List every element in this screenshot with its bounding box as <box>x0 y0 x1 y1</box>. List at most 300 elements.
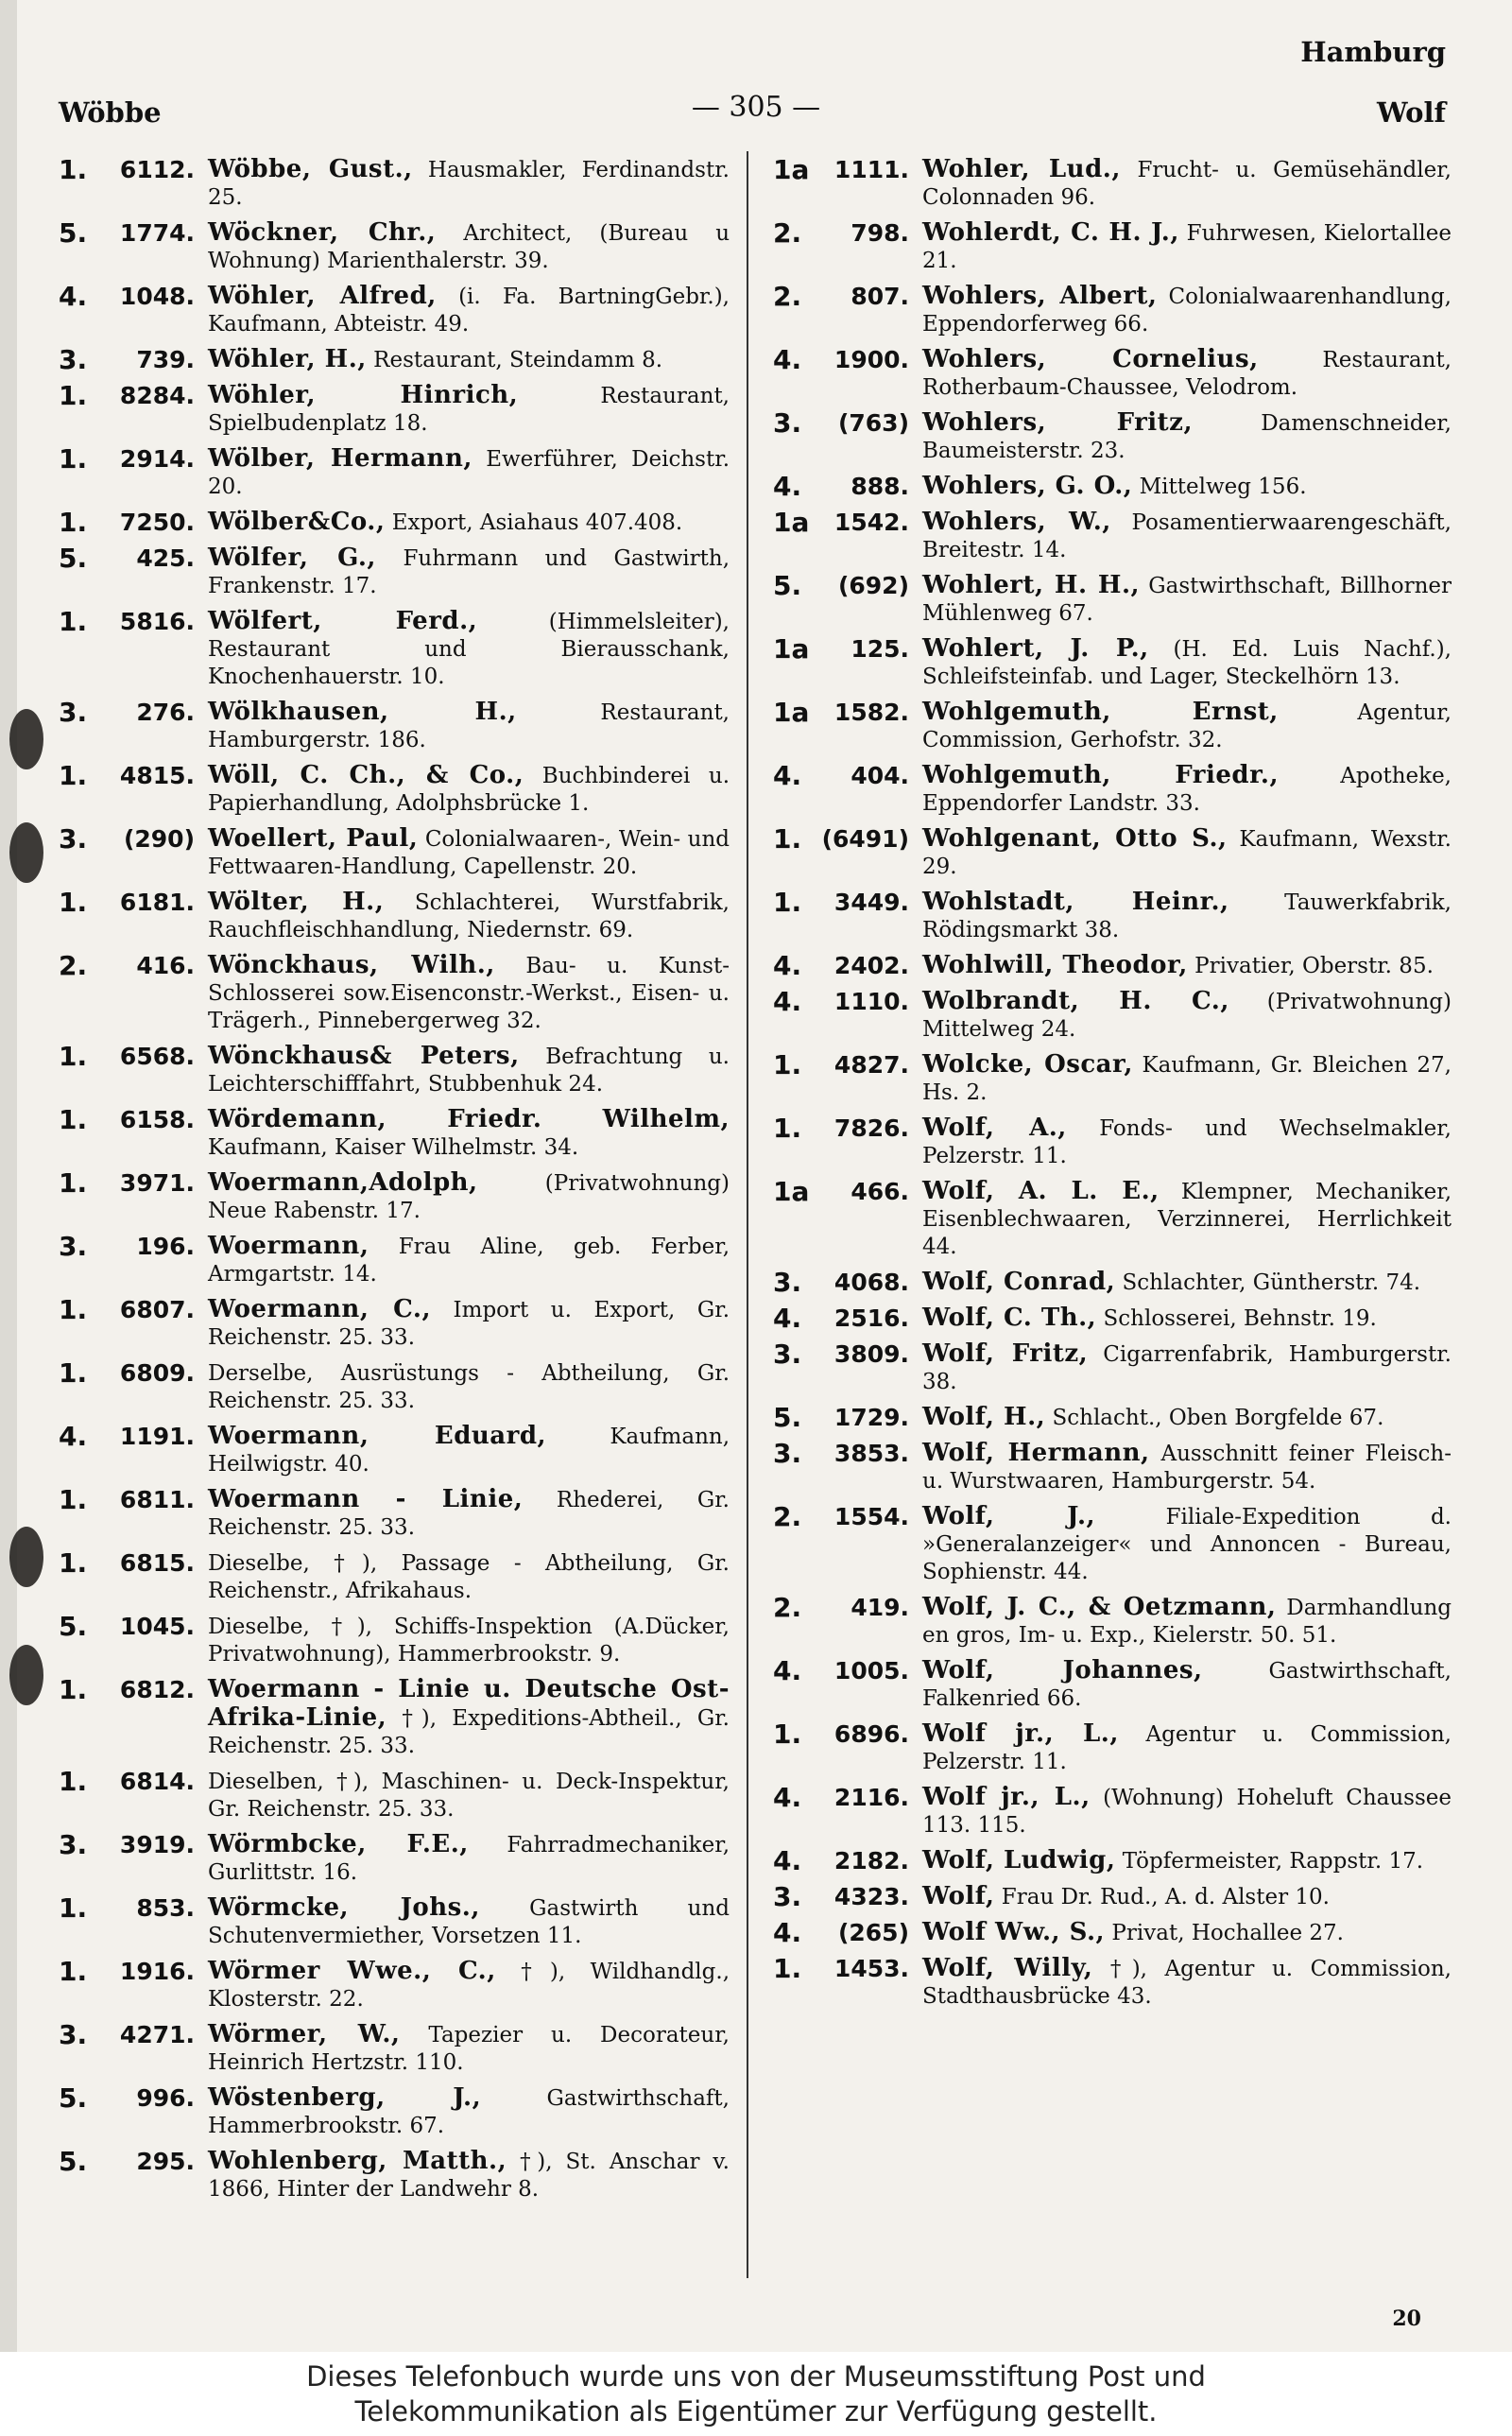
entry-text <box>922 1657 1452 1713</box>
phone-number: (763) <box>837 409 909 437</box>
directory-entry <box>59 2021 730 2077</box>
exchange-zone: 5. <box>59 1611 88 1642</box>
phone-number: 3809. <box>833 1340 909 1368</box>
directory-entry <box>59 382 730 438</box>
ink-blot <box>9 1645 43 1705</box>
exchange-zone: 1. <box>59 380 88 411</box>
directory-entry <box>773 1269 1452 1297</box>
exchange-zone: 1. <box>59 1892 88 1924</box>
subscriber-name: Wolf jr., L., <box>922 1719 1119 1748</box>
entry-text <box>208 1613 730 1668</box>
exchange-zone: 1. <box>59 1357 88 1389</box>
phone-number: 1729. <box>833 1404 909 1431</box>
exchange-zone: 4. <box>773 1655 802 1686</box>
subscriber-details: Schlachter, Güntherstr. 74. <box>1122 1270 1421 1295</box>
subscriber-name: Woermann - Linie, <box>208 1485 524 1513</box>
entry-text <box>922 156 1452 212</box>
exchange-zone: 3. <box>773 1881 802 1912</box>
entry-text <box>922 283 1452 338</box>
phone-number: 425. <box>136 544 195 572</box>
phone-number: 888. <box>850 473 909 500</box>
footer-notice <box>0 2352 1512 2436</box>
directory-entry <box>59 825 730 881</box>
subscriber-details: Agentur, Commission, Gerhofstr. 32. <box>922 700 1452 752</box>
subscriber-name: Woermann, Eduard, <box>208 1422 547 1450</box>
phone-number: 7826. <box>833 1114 909 1142</box>
phone-number: 3449. <box>833 889 909 916</box>
phone-number: 6568. <box>119 1043 195 1070</box>
exchange-zone: 5. <box>773 570 802 601</box>
phone-number: 416. <box>136 952 195 979</box>
phone-number: 1774. <box>119 219 195 247</box>
directory-entry <box>59 1233 730 1288</box>
phone-number: 276. <box>136 699 195 726</box>
entry-text <box>208 1359 730 1415</box>
subscriber-details: †), Wildhandlg., Klosterstr. 22. <box>208 1960 730 2012</box>
subscriber-details: Ewerführer, Deichstr. 20. <box>208 447 730 499</box>
directory-entry <box>59 445 730 501</box>
exchange-zone: 1. <box>773 1113 802 1144</box>
phone-number: 3971. <box>119 1169 195 1197</box>
exchange-zone: 4. <box>773 471 802 502</box>
phone-number: 8284. <box>119 382 195 409</box>
entry-text <box>208 283 730 338</box>
phone-number: 6896. <box>833 1720 909 1748</box>
exchange-zone: 1. <box>59 507 88 538</box>
entry-text <box>208 1768 730 1823</box>
subscriber-name: Wönckhaus& Peters, <box>208 1042 520 1070</box>
subscriber-name: Woermann, <box>208 1232 369 1260</box>
exchange-zone: 1. <box>59 887 88 918</box>
subscriber-details: Apotheke, Eppendorfer Landstr. 33. <box>922 764 1452 816</box>
directory-entry <box>773 1404 1452 1432</box>
directory-entry <box>59 1549 730 1605</box>
directory-entry <box>773 1340 1452 1396</box>
exchange-zone: 4. <box>773 986 802 1017</box>
subscriber-name: Wönckhaus, Wilh., <box>208 951 495 979</box>
subscriber-name: Wohlwill, Theodor, <box>922 951 1188 979</box>
directory-entry <box>773 1919 1452 1947</box>
entry-text <box>922 1919 1452 1947</box>
entry-text <box>922 988 1452 1044</box>
subscriber-name: Wörmer Wwe., C., <box>208 1957 496 1985</box>
subscriber-details: Befrachtung u. Leichterschifffahrt, Stubbenhuk 24. <box>208 1045 730 1097</box>
subscriber-details: Filiale-Expedition d. »Generalanzeiger« und Annoncen - Bureau, Sophienstr. 44. <box>922 1505 1452 1584</box>
exchange-zone: 1. <box>59 1104 88 1135</box>
directory-entry <box>773 1503 1452 1586</box>
directory-entry <box>59 2084 730 2140</box>
subscriber-name: Wohlert, H. H., <box>922 571 1141 599</box>
left-column <box>59 156 730 2211</box>
phone-number: 2116. <box>833 1784 909 1811</box>
phone-number: 125. <box>850 635 909 663</box>
directory-entry <box>773 699 1452 754</box>
subscriber-details: Gastwirthschaft, Hammerbrookstr. 67. <box>208 2086 730 2138</box>
entry-text <box>208 1423 730 1478</box>
directory-entry <box>773 1594 1452 1650</box>
subscriber-details: †), St. Anschar v. 1866, Hinter der Landwehr 8. <box>208 2150 730 2202</box>
exchange-zone: 1. <box>59 154 88 185</box>
directory-entry <box>773 409 1452 465</box>
entry-text <box>208 2021 730 2077</box>
subscriber-name: Wöstenberg, J., <box>208 2083 482 2112</box>
entry-text <box>922 473 1452 501</box>
exchange-zone: 4. <box>773 1782 802 1813</box>
subscriber-details: Rhederei, Gr. Reichenstr. 25. 33. <box>208 1488 730 1540</box>
subscriber-name: Wöll, C. Ch., & Co., <box>208 761 524 789</box>
exchange-zone: 1. <box>773 887 802 918</box>
directory-entry <box>773 1304 1452 1333</box>
phone-number: (692) <box>837 572 909 599</box>
subscriber-name: Wolf, A. L. E., <box>922 1177 1160 1205</box>
subscriber-name: Wolf, J., <box>922 1502 1096 1530</box>
left-guide-word: Wöbbe <box>59 96 162 129</box>
entry-text <box>208 762 730 818</box>
subscriber-details: Schlosserei, Behnstr. 19. <box>1103 1306 1377 1331</box>
right-column <box>773 156 1452 2018</box>
subscriber-name: Wolf, C. Th., <box>922 1304 1097 1332</box>
subscriber-details: Buchbinderei u. Papierhandlung, Adolphsbrücke 1. <box>208 764 730 816</box>
directory-entry <box>59 1423 730 1478</box>
directory-entry <box>59 1169 730 1225</box>
exchange-zone: 1. <box>59 1167 88 1199</box>
subscriber-details: Frucht- u. Gemüsehändler, Colonnaden 96. <box>922 158 1452 210</box>
subscriber-details: Restaurant, Rotherbaum-Chaussee, Velodrom. <box>922 348 1452 400</box>
phone-number: 3919. <box>119 1831 195 1858</box>
subscriber-name: Wölber, Hermann, <box>208 444 472 473</box>
subscriber-name: Wohlgemuth, Friedr., <box>922 761 1280 789</box>
entry-text <box>208 382 730 438</box>
subscriber-details: Fuhrmann und Gastwirth, Frankenstr. 17. <box>208 546 730 598</box>
exchange-zone: 4. <box>773 950 802 981</box>
subscriber-details: Fuhrwesen, Kielortallee 21. <box>922 221 1452 273</box>
directory-entry <box>773 1178 1452 1261</box>
phone-number: 4068. <box>833 1269 909 1296</box>
exchange-zone: 1a <box>773 154 810 185</box>
exchange-zone: 3. <box>59 344 88 375</box>
directory-entry <box>773 219 1452 275</box>
subscriber-details: Restaurant, Spielbudenplatz 18. <box>208 384 730 436</box>
subscriber-name: Wolcke, Oscar, <box>922 1050 1133 1079</box>
subscriber-details: Gastwirthschaft, Falkenried 66. <box>922 1659 1452 1711</box>
directory-entry <box>59 346 730 374</box>
directory-entry <box>59 219 730 275</box>
exchange-zone: 1a <box>773 1176 810 1207</box>
directory-entry <box>773 572 1452 628</box>
exchange-zone: 4. <box>773 1845 802 1876</box>
exchange-zone: 1. <box>773 1049 802 1080</box>
phone-number: 6815. <box>119 1549 195 1577</box>
subscriber-name: Wörmbcke, F.E., <box>208 1830 469 1858</box>
directory-entry <box>773 156 1452 212</box>
subscriber-name: Wohlenberg, Matth., <box>208 2147 507 2175</box>
directory-entry <box>773 283 1452 338</box>
phone-number: 1542. <box>833 509 909 536</box>
phone-number: 6809. <box>119 1359 195 1387</box>
phone-number: 404. <box>850 762 909 789</box>
subscriber-details: (H. Ed. Luis Nachf.), Schleifsteinfab. und Lager, Steckelhörn 13. <box>922 637 1452 689</box>
exchange-zone: 5. <box>773 1402 802 1433</box>
subscriber-details: Hausmakler, Ferdinandstr. 25. <box>208 158 730 210</box>
phone-number: 739. <box>136 346 195 373</box>
phone-number: 4827. <box>833 1051 909 1079</box>
entry-text <box>208 1233 730 1288</box>
exchange-zone: 4. <box>773 344 802 375</box>
directory-entry <box>773 509 1452 564</box>
phone-number: 2182. <box>833 1847 909 1875</box>
exchange-zone: 1. <box>59 1041 88 1072</box>
subscriber-details: Cigarrenfabrik, Hamburgerstr. 38. <box>922 1342 1452 1394</box>
exchange-zone: 1a <box>773 507 810 538</box>
phone-number: 798. <box>850 219 909 247</box>
subscriber-name: Woermann, C., <box>208 1295 431 1323</box>
exchange-zone: 3. <box>773 1339 802 1370</box>
directory-entry <box>773 1440 1452 1495</box>
phone-number: 4815. <box>119 762 195 789</box>
directory-entry <box>773 952 1452 980</box>
exchange-zone: 1. <box>59 1547 88 1579</box>
directory-entry <box>59 2148 730 2203</box>
entry-text <box>208 1831 730 1887</box>
directory-entry <box>59 544 730 600</box>
exchange-zone: 3. <box>59 697 88 728</box>
exchange-zone: 1. <box>59 760 88 791</box>
phone-number: 996. <box>136 2084 195 2112</box>
entry-text <box>922 889 1452 944</box>
entry-text <box>208 952 730 1035</box>
phone-number: 466. <box>850 1178 909 1205</box>
subscriber-details: Darmhandlung en gros, Im- u. Exp., Kielerstr. 50. 51. <box>922 1596 1452 1648</box>
page-number: — 305 — <box>691 91 821 124</box>
phone-number: 6158. <box>119 1106 195 1133</box>
subscriber-name: Wolf, Johannes, <box>922 1656 1203 1684</box>
subscriber-name: Wohlgenant, Otto S., <box>922 824 1228 853</box>
subscriber-details: Import u. Export, Gr. Reichenstr. 25. 33. <box>208 1298 730 1350</box>
subscriber-details: Restaurant, Steindamm 8. <box>373 348 663 372</box>
entry-text <box>208 1549 730 1605</box>
subscriber-name: Wolf, H., <box>922 1403 1046 1431</box>
exchange-zone: 1. <box>59 1766 88 1797</box>
subscriber-details: Mittelweg 156. <box>1139 475 1307 499</box>
subscriber-details: Töpfermeister, Rappstr. 17. <box>1122 1849 1424 1874</box>
subscriber-name: Woermann,Adolph, <box>208 1168 478 1197</box>
entry-text <box>922 346 1452 402</box>
directory-entry <box>59 1831 730 1887</box>
subscriber-name: Wolf, Conrad, <box>922 1268 1116 1296</box>
entry-text <box>208 156 730 212</box>
entry-text <box>922 1594 1452 1650</box>
subscriber-details: Kaufmann, Gr. Bleichen 27, Hs. 2. <box>922 1053 1452 1105</box>
exchange-zone: 2. <box>773 217 802 249</box>
exchange-zone: 1. <box>773 1719 802 1750</box>
entry-text <box>208 1296 730 1352</box>
ink-blot <box>9 822 43 883</box>
directory-entry <box>773 1847 1452 1875</box>
subscriber-details: Bau- u. Kunst-Schlosserei sow.Eisenconstr.-Werkst., Eisen- u. Trägerh., Pinnebergerweg 32. <box>208 954 730 1033</box>
subscriber-name: Woellert, Paul, <box>208 824 419 853</box>
directory-entry <box>773 988 1452 1044</box>
directory-entry <box>59 1296 730 1352</box>
subscriber-details: Dieselbe, †), Schiffs-Inspektion (A.Dücker, Privatwohnung), Hammerbrookstr. 9. <box>208 1615 730 1667</box>
subscriber-details: (Wohnung) Hoheluft Chaussee 113. 115. <box>922 1786 1452 1838</box>
entry-text <box>208 1106 730 1162</box>
subscriber-details: Colonialwaaren-, Wein- und Fettwaaren-Handlung, Capellenstr. 20. <box>208 827 730 879</box>
phone-number: 1582. <box>833 699 909 726</box>
entry-text <box>922 1304 1452 1333</box>
exchange-zone: 5. <box>59 543 88 574</box>
entry-text <box>208 445 730 501</box>
subscriber-name: Wolf, Fritz, <box>922 1339 1089 1368</box>
directory-entry <box>773 889 1452 944</box>
directory-entry <box>59 1486 730 1542</box>
phone-number: 1554. <box>833 1503 909 1530</box>
directory-entry <box>773 473 1452 501</box>
phone-number: 1110. <box>833 988 909 1015</box>
subscriber-details: Agentur u. Commission, Pelzerstr. 11. <box>922 1722 1452 1774</box>
phone-number: 2914. <box>119 445 195 473</box>
exchange-zone: 1. <box>59 1294 88 1325</box>
phone-number: 1111. <box>833 156 909 183</box>
phone-number: (265) <box>837 1919 909 1946</box>
entry-text <box>922 1340 1452 1396</box>
exchange-zone: 5. <box>59 217 88 249</box>
entry-text <box>922 1269 1452 1297</box>
entry-text <box>208 219 730 275</box>
subscriber-name: Wolf jr., L., <box>922 1783 1091 1811</box>
phone-number: (290) <box>123 825 195 853</box>
phone-number: 1916. <box>119 1958 195 1985</box>
subscriber-details: Tapezier u. Decorateur, Heinrich Hertzstr. 110. <box>208 2023 730 2075</box>
exchange-zone: 5. <box>59 2146 88 2177</box>
phone-number: 196. <box>136 1233 195 1260</box>
subscriber-details: Damenschneider, Baumeisterstr. 23. <box>922 411 1452 463</box>
subscriber-details: Kaufmann, Wexstr. 29. <box>922 827 1452 879</box>
phone-number: 1045. <box>119 1613 195 1640</box>
directory-entry <box>773 762 1452 818</box>
subscriber-details: (i. Fa. BartningGebr.), Kaufmann, Abteistr. 49. <box>208 285 730 337</box>
subscriber-name: Wolf, Ludwig, <box>922 1846 1116 1875</box>
directory-entry <box>773 346 1452 402</box>
exchange-zone: 4. <box>773 760 802 791</box>
exchange-zone: 4. <box>59 1421 88 1452</box>
directory-entry <box>773 1657 1452 1713</box>
directory-entry <box>773 635 1452 691</box>
directory-entry <box>59 509 730 537</box>
subscriber-details: Ausschnitt feiner Fleisch- u. Wurstwaaren, Hamburgerstr. 54. <box>922 1442 1452 1494</box>
page-edge-shadow <box>0 0 17 2352</box>
subscriber-name: Wöckner, Chr., <box>208 218 437 247</box>
subscriber-name: Wörmer, W., <box>208 2020 401 2048</box>
entry-text <box>922 952 1452 980</box>
directory-entry <box>59 608 730 691</box>
exchange-zone: 3. <box>59 823 88 855</box>
subscriber-name: Wohlers, Albert, <box>922 282 1158 310</box>
directory-entry <box>59 1894 730 1950</box>
subscriber-name: Wohlert, J. P., <box>922 634 1149 663</box>
subscriber-name: Wohlstadt, Heinr., <box>922 888 1229 916</box>
subscriber-name: Wöhler, Alfred, <box>208 282 437 310</box>
subscriber-name: Wolf Ww., S., <box>922 1918 1106 1946</box>
entry-text <box>922 1178 1452 1261</box>
phone-number: 6807. <box>119 1296 195 1323</box>
subscriber-name: Wolf, Hermann, <box>922 1439 1150 1467</box>
directory-entry <box>59 952 730 1035</box>
phone-number: 3853. <box>833 1440 909 1467</box>
directory-entry <box>59 1613 730 1668</box>
page-corner-number: 20 <box>1392 2306 1421 2331</box>
subscriber-name: Wöbbe, Gust., <box>208 155 413 183</box>
subscriber-details: Privat, Hochallee 27. <box>1111 1921 1344 1945</box>
subscriber-details: Kaufmann, Kaiser Wilhelmstr. 34. <box>208 1135 579 1160</box>
directory-entry <box>773 1883 1452 1911</box>
exchange-zone: 3. <box>59 2019 88 2050</box>
exchange-zone: 4. <box>773 1303 802 1334</box>
directory-entry <box>59 156 730 212</box>
subscriber-details: Klempner, Mechaniker, Eisenblechwaaren, Verzinnerei, Herrlichkeit 44. <box>922 1180 1452 1259</box>
subscriber-details: Derselbe, Ausrüstungs - Abtheilung, Gr. Reichenstr. 25. 33. <box>208 1361 730 1413</box>
subscriber-name: Woermann - Linie u. Deutsche Ost-Afrika-Linie, <box>208 1675 730 1732</box>
phone-number: (6491) <box>821 825 909 853</box>
ink-blot <box>9 1527 43 1587</box>
subscriber-name: Wörmcke, Johs., <box>208 1893 480 1922</box>
exchange-zone: 3. <box>773 1267 802 1298</box>
entry-text <box>208 346 730 374</box>
exchange-zone: 1a <box>773 633 810 665</box>
phone-number: 4323. <box>833 1883 909 1910</box>
subscriber-name: Wohlers, Fritz, <box>922 408 1193 437</box>
subscriber-name: Wöhler, H., <box>208 345 367 373</box>
phone-number: 6112. <box>119 156 195 183</box>
entry-text <box>922 1114 1452 1170</box>
subscriber-details: (Privatwohnung) Mittelweg 24. <box>922 990 1452 1042</box>
phone-number: 5816. <box>119 608 195 635</box>
subscriber-name: Wohler, Lud., <box>922 155 1121 183</box>
subscriber-details: (Privatwohnung) Neue Rabenstr. 17. <box>208 1171 730 1223</box>
entry-text <box>922 1720 1452 1776</box>
subscriber-details: Privatier, Oberstr. 85. <box>1194 954 1434 978</box>
exchange-zone: 1. <box>773 823 802 855</box>
entry-text <box>208 544 730 600</box>
directory-entry <box>773 825 1452 881</box>
subscriber-name: Wölfert, Ferd., <box>208 607 478 635</box>
entry-text <box>208 1486 730 1542</box>
subscriber-details: Kaufmann, Heilwigstr. 40. <box>208 1425 730 1477</box>
exchange-zone: 1. <box>59 1484 88 1515</box>
directory-entry <box>59 283 730 338</box>
entry-text <box>922 1955 1452 2011</box>
directory-entry <box>59 1768 730 1823</box>
ink-blot <box>9 709 43 769</box>
phone-number: 1048. <box>119 283 195 310</box>
exchange-zone: 3. <box>773 407 802 439</box>
subscriber-name: Wohlers, W., <box>922 508 1111 536</box>
exchange-zone: 3. <box>773 1438 802 1469</box>
directory-entry <box>773 1784 1452 1840</box>
phone-number: 6181. <box>119 889 195 916</box>
entry-text <box>208 699 730 754</box>
exchange-zone: 2. <box>773 1592 802 1623</box>
phone-number: 419. <box>850 1594 909 1621</box>
directory-entry <box>59 1676 730 1760</box>
exchange-zone: 4. <box>59 281 88 312</box>
subscriber-details: Schlachterei, Wurstfabrik, Rauchfleischhandlung, Niedernstr. 69. <box>208 890 730 942</box>
exchange-zone: 2. <box>773 281 802 312</box>
subscriber-details: Posamentierwaarengeschäft, Breitestr. 14. <box>922 510 1452 562</box>
entry-text <box>208 509 730 537</box>
directory-entry <box>773 1955 1452 2011</box>
phone-number: 4271. <box>119 2021 195 2048</box>
subscriber-details: Tauwerkfabrik, Rödingsmarkt 38. <box>922 890 1452 942</box>
